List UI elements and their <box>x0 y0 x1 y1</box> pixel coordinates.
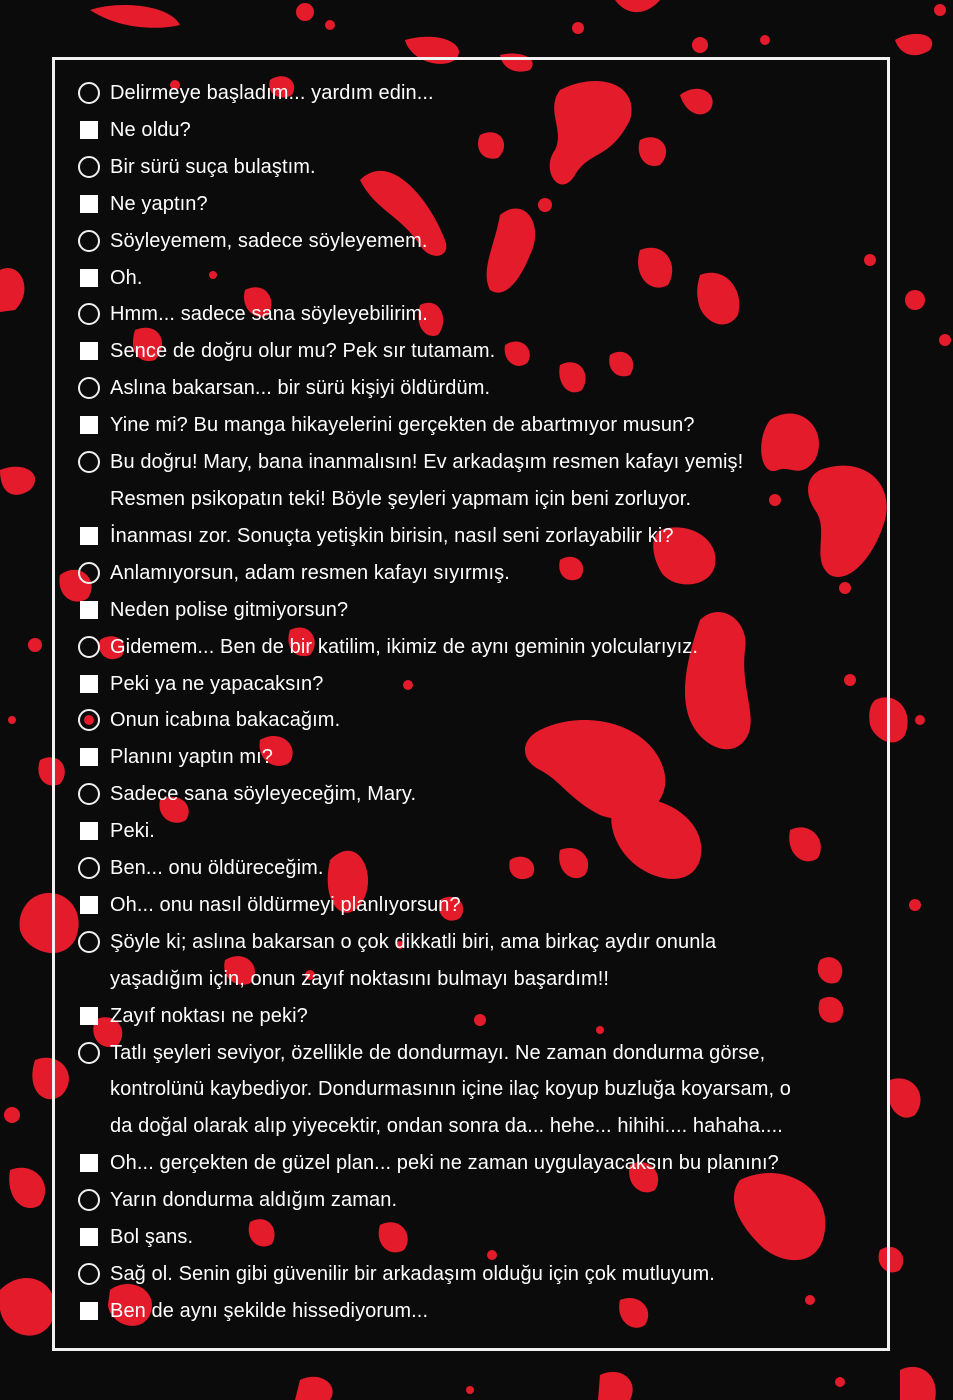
checkbox-square-icon <box>80 675 98 693</box>
dialogue-text: Sence de doğru olur mu? Pek sır tutamam. <box>110 340 496 363</box>
radio-circle-icon <box>78 303 100 325</box>
dialogue-line <box>78 555 878 592</box>
dialogue-line <box>78 75 878 112</box>
dialogue-text: Bu doğru! Mary, bana inanmalısın! Ev arkadaşım resmen kafayı yemiş! Resmen psikopatın teki! Böyle şeyleri yapmam için beni zorluyor. <box>110 451 744 510</box>
dialogue-line <box>78 1182 878 1219</box>
dialogue-line <box>78 1145 878 1182</box>
radio-circle-icon <box>78 230 100 252</box>
dialogue-line <box>78 444 878 518</box>
dialogue-text: Onun icabına bakacağım. <box>110 709 341 732</box>
dialogue-line <box>78 776 878 813</box>
radio-circle-icon <box>78 1042 100 1064</box>
dialogue-line <box>78 924 878 998</box>
dialogue-line <box>78 186 878 223</box>
dialogue-text: Oh... gerçekten de güzel plan... peki ne zaman uygulayacaksın bu planını? <box>110 1152 779 1175</box>
dialogue-line <box>78 666 878 703</box>
dialogue-text: Şöyle ki; aslına bakarsan o çok dikkatli biri, ama birkaç aydır onunla yaşadığım için, onun zayıf noktasını bulmayı başardım!! <box>110 930 717 990</box>
dialogue-text: Tatlı şeyleri seviyor, özellikle de dondurmayı. Ne zaman dondurma görse, kontrolünü kaybediyor. Dondurmasının içine ilaç koyup buzluğa koyarsam, o da doğal olarak alıp yiyecektir, ondan sonra da... hehe... hihihi.... hahaha.... <box>110 1041 792 1138</box>
dialogue-text: Delirmeye başladım... yardım edin... <box>110 82 434 104</box>
radio-circle-icon <box>78 451 100 473</box>
dialogue-line <box>78 998 878 1035</box>
dialogue-line <box>78 1256 878 1293</box>
dialogue-line <box>78 296 878 333</box>
dialogue-line <box>78 407 878 444</box>
dialogue-line <box>78 112 878 149</box>
checkbox-square-icon <box>80 1007 98 1025</box>
dialogue-text: Anlamıyorsun, adam resmen kafayı sıyırmış. <box>110 561 510 584</box>
dialogue-text: Oh. <box>110 266 143 289</box>
dialogue-text: Bir sürü suça bulaştım. <box>110 155 316 178</box>
dialogue-line <box>78 518 878 555</box>
dialogue-text: Planını yaptın mı? <box>110 746 274 769</box>
dialogue-line <box>78 739 878 776</box>
dialogue-line <box>78 260 878 297</box>
dialogue-line <box>78 592 878 629</box>
dialogue-text: Zayıf noktası ne peki? <box>110 1004 308 1027</box>
checkbox-square-icon <box>80 1154 98 1172</box>
checkbox-square-icon <box>80 527 98 545</box>
dialogue-text: Peki ya ne yapacaksın? <box>110 672 324 695</box>
dialogue-text: Oh... onu nasıl öldürmeyi planlıyorsun? <box>110 893 461 916</box>
dialogue-line <box>78 333 878 370</box>
dialogue-text: Gidemem... Ben de bir katilim, ikimiz de aynı geminin yolcularıyız. <box>110 635 699 658</box>
checkbox-square-icon <box>80 822 98 840</box>
checkbox-square-icon <box>80 195 98 213</box>
radio-circle-icon <box>78 636 100 658</box>
radio-circle-icon <box>78 1189 100 1211</box>
dialogue-line <box>78 887 878 924</box>
dialogue-text: Neden polise gitmiyorsun? <box>110 598 349 621</box>
dialogue-line <box>78 850 878 887</box>
dialogue-text: Ben... onu öldüreceğim. <box>110 857 324 880</box>
dialogue-line <box>78 1219 878 1256</box>
dialogue-line <box>78 223 878 260</box>
checkbox-square-icon <box>80 342 98 360</box>
checkbox-square-icon <box>80 121 98 139</box>
dialogue-text: İnanması zor. Sonuçta yetişkin birisin, nasıl seni zorlayabilir ki? <box>110 524 674 547</box>
dialogue-line <box>78 813 878 850</box>
radio-circle-icon <box>78 1263 100 1285</box>
dialogue-list <box>78 75 878 1330</box>
dialogue-text: Yarın dondurma aldığım zaman. <box>110 1189 398 1212</box>
dialogue-line <box>78 702 878 739</box>
radio-circle-icon <box>78 82 100 104</box>
checkbox-square-icon <box>80 748 98 766</box>
dialogue-text: Aslına bakarsan... bir sürü kişiyi öldürdüm. <box>110 377 491 400</box>
dialogue-text: Peki. <box>110 820 155 843</box>
radio-circle-icon <box>78 562 100 584</box>
dialogue-text: Söyleyemem, sadece söyleyemem. <box>110 229 428 252</box>
dialogue-text: Sağ ol. Senin gibi güvenilir bir arkadaşım olduğu için çok mutluyum. <box>110 1263 715 1285</box>
radio-circle-icon <box>78 857 100 879</box>
checkbox-square-icon <box>80 269 98 287</box>
dialogue-text: Bol şans. <box>110 1226 194 1249</box>
checkbox-square-icon <box>80 601 98 619</box>
dialogue-line <box>78 1293 878 1330</box>
radio-circle-icon <box>78 156 100 178</box>
checkbox-square-icon <box>80 416 98 434</box>
checkbox-square-icon <box>80 1228 98 1246</box>
dialogue-line <box>78 629 878 666</box>
radio-circle-icon <box>78 377 100 399</box>
dialogue-text: Hmm... sadece sana söyleyebilirim. <box>110 303 428 326</box>
radio-circle-icon <box>78 931 100 953</box>
dialogue-text: Ne yaptın? <box>110 192 208 215</box>
dialogue-text: Sadece sana söyleyeceğim, Mary. <box>110 783 417 806</box>
dialogue-text: Ne oldu? <box>110 118 191 141</box>
dialogue-text: Yine mi? Bu manga hikayelerini gerçekten de abartmıyor musun? <box>110 414 695 437</box>
selected-radio-icon <box>78 709 100 731</box>
dialogue-line <box>78 1035 878 1146</box>
checkbox-square-icon <box>80 896 98 914</box>
checkbox-square-icon <box>80 1302 98 1320</box>
radio-circle-icon <box>78 783 100 805</box>
dialogue-line <box>78 149 878 186</box>
dialogue-text: Ben de aynı şekilde hissediyorum... <box>110 1299 429 1322</box>
dialogue-line <box>78 370 878 407</box>
